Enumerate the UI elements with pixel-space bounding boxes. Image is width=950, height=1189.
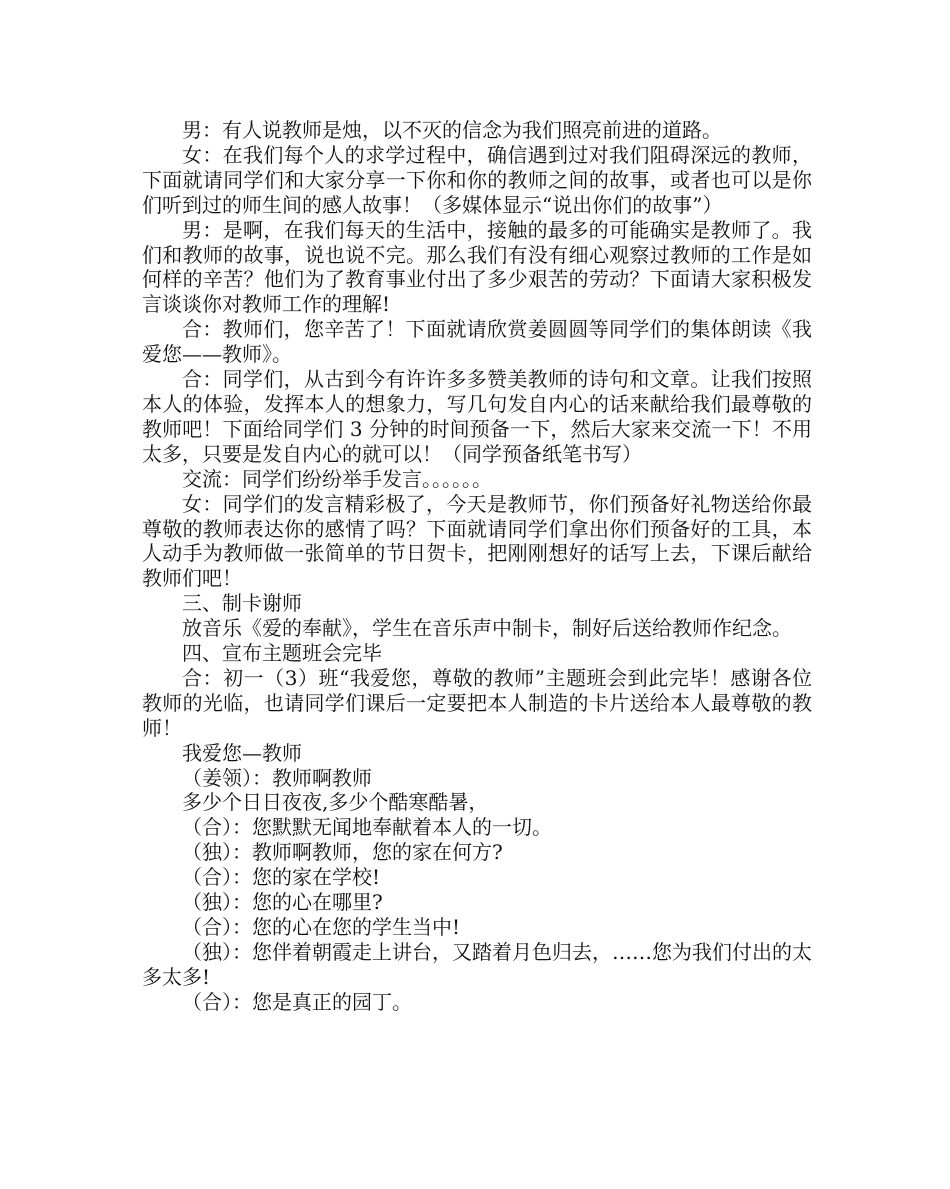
section-heading: 四、宣布主题班会完毕	[182, 641, 382, 666]
poem-line: （合）：您默默无闻地奉献着本人的一切。	[182, 815, 552, 840]
poem-line: （合）：您的心在您的学生当中!	[182, 915, 461, 939]
poem-line: （独）：您的心在哪里?	[182, 890, 383, 915]
paragraph: 女：同学们的发言精彩极了，今天是教师节，你们预备好礼物送给你最尊敬的教师表达你的感情了吗？下面就请同学们拿出你们预备好的工具，本人动手为教师做一张简单的节日贺卡，把刚刚想好的话写上去，下课后献给教师们吧！	[142, 491, 812, 591]
paragraph: 合：教师们，您辛苦了！下面就请欣赏姜圆圆等同学们的集体朗读《我爱您——教师》。	[142, 317, 812, 367]
paragraph: 交流：同学们纷纷举手发言。。。。。。	[182, 466, 492, 491]
paragraph: 放音乐《爱的奉献》，学生在音乐声中制卡，制好后送给教师作纪念。	[182, 616, 792, 641]
paragraph: 合：同学们，从古到今有许许多多赞美教师的诗句和文章。让我们按照本人的体验，发挥本人的想象力，写几句发自内心的话来献给我们最尊敬的教师吧！下面给同学们 3 分钟的时间预备一下，然后大家来交流一下！不用太多，只要是发自内心的就可以！（同学预备纸笔书写）	[142, 367, 812, 466]
poem-line: （独）：您伴着朝霞走上讲台，又踏着月色归去，……您为我们付出的太多太多!	[142, 939, 812, 989]
poem-title: 我爱您—教师	[182, 740, 302, 765]
poem-line: （合）：您的家在学校!	[182, 865, 381, 890]
paragraph: 合：初一（3）班“我爱您，尊敬的教师”主题班会到此完毕！感谢各位教师的光临，也请同学们课后一定要把本人制造的卡片送给本人最尊敬的教师！	[142, 665, 812, 740]
paragraph: 男：是啊，在我们每天的生活中，接触的最多的可能确实是教师了。我们和教师的故事，说也说不完。那么我们有没有细心观察过教师的工作是如何样的辛苦？他们为了教育事业付出了多少艰苦的劳动？下面请大家积极发言谈谈你对教师工作的理解!	[142, 217, 812, 317]
poem-line: （合）：您是真正的园丁。	[182, 989, 412, 1014]
poem-line: 多少个日日夜夜,多少个酷寒酷暑，	[182, 790, 489, 815]
poem-line: （独）：教师啊教师，您的家在何方?	[182, 840, 503, 865]
document-body	[142, 118, 812, 1015]
paragraph: 男：有人说教师是烛，以不灭的信念为我们照亮前进的道路。	[182, 118, 722, 142]
poem-line: （姜领）：教师啊教师	[182, 765, 372, 790]
paragraph: 女：在我们每个人的求学过程中，确信遇到过对我们阻碍深远的教师，下面就请同学们和大家分享一下你和你的教师之间的故事，或者也可以是你们听到过的师生间的感人故事！（多媒体显示“说出你们的故事”）	[142, 142, 812, 217]
section-heading: 三、制卡谢师	[182, 591, 302, 616]
